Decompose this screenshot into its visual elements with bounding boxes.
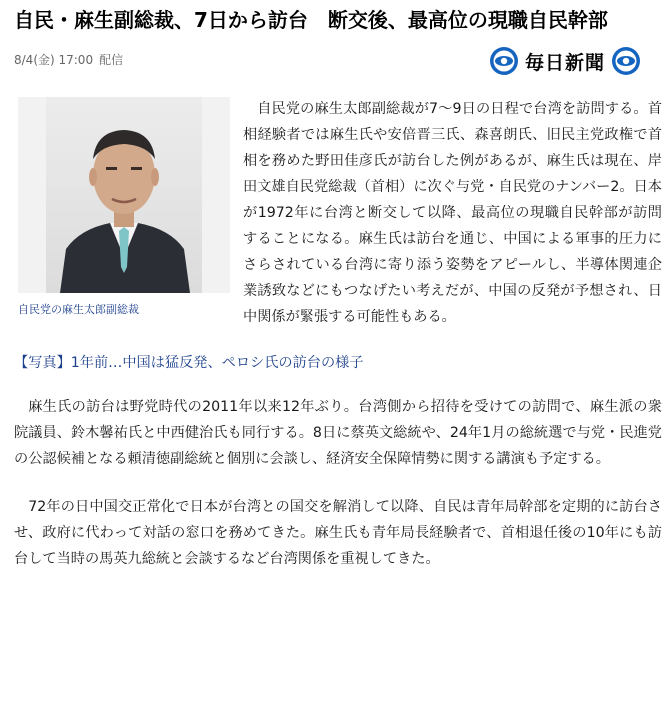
paragraph: 自民党の麻生太郎副総裁が7〜9日の日程で台湾を訪問する。首相経験者では麻生氏や安倍晋三氏、森喜朗氏、旧民主党政権で首相を務めた野田佳彦氏が訪台した例があるが、麻生氏は現在、岸田文雄自民党総裁（首相）に次ぐ与党・自民党のナンバー2。日本が1972年に台湾と断交して以降、最高位の現職自民幹部が訪問することになる。麻生氏は訪台を通じ、中国による軍事的圧力にさらされている台湾に寄り添う姿勢をアピールし、半導体関連企業誘致などにもつなげたい考えだが、中国の反発が予想され、日中関係が緊張する可能性もある。 <box>243 101 662 325</box>
publisher-badge[interactable] <box>489 44 641 78</box>
paragraph: 麻生氏の訪台は野党時代の2011年以来12年ぶり。台湾側から招待を受けての訪問で、麻生派の衆院議員、鈴木馨祐氏と中西健治氏も同行する。8日に蔡英文総統や、24年1月の総統選で与党・民進党の公認候補となる頼清徳副総統と個別に会談し、経済安全保障情勢に関する講演も予定する。 <box>14 399 662 467</box>
mainichi-logo-icon <box>489 46 519 76</box>
related-photo-link-row <box>14 350 662 376</box>
article-body <box>14 96 662 572</box>
article-headline: 自民・麻生副総裁、7日から訪台 断交後、最高位の現職自民幹部 <box>14 8 608 32</box>
publisher-name: 毎日新聞 <box>525 51 606 74</box>
related-photo-link[interactable]: 【写真】1年前…中国は猛反発、ペロシ氏の訪台の様子 <box>14 355 364 371</box>
paragraph: 72年の日中国交正常化で日本が台湾との国交を解消して以降、自民は青年局幹部を定期的に訪台させ、政府に代わって対話の窓口を務めてきた。麻生氏も青年局長経験者で、首相退任後の10年にも訪台して当時の馬英九総統と会談するなど台湾関係を重視してきた。 <box>14 499 662 567</box>
mainichi-logo-icon <box>611 46 641 76</box>
figure-spacer <box>14 96 243 330</box>
publish-date: 8/4(金) 17:00 <box>14 53 94 67</box>
delivery-label: 配信 <box>99 53 124 67</box>
article-meta <box>14 51 123 69</box>
photo-caption: 自民党の麻生太郎副総裁 <box>18 303 139 316</box>
